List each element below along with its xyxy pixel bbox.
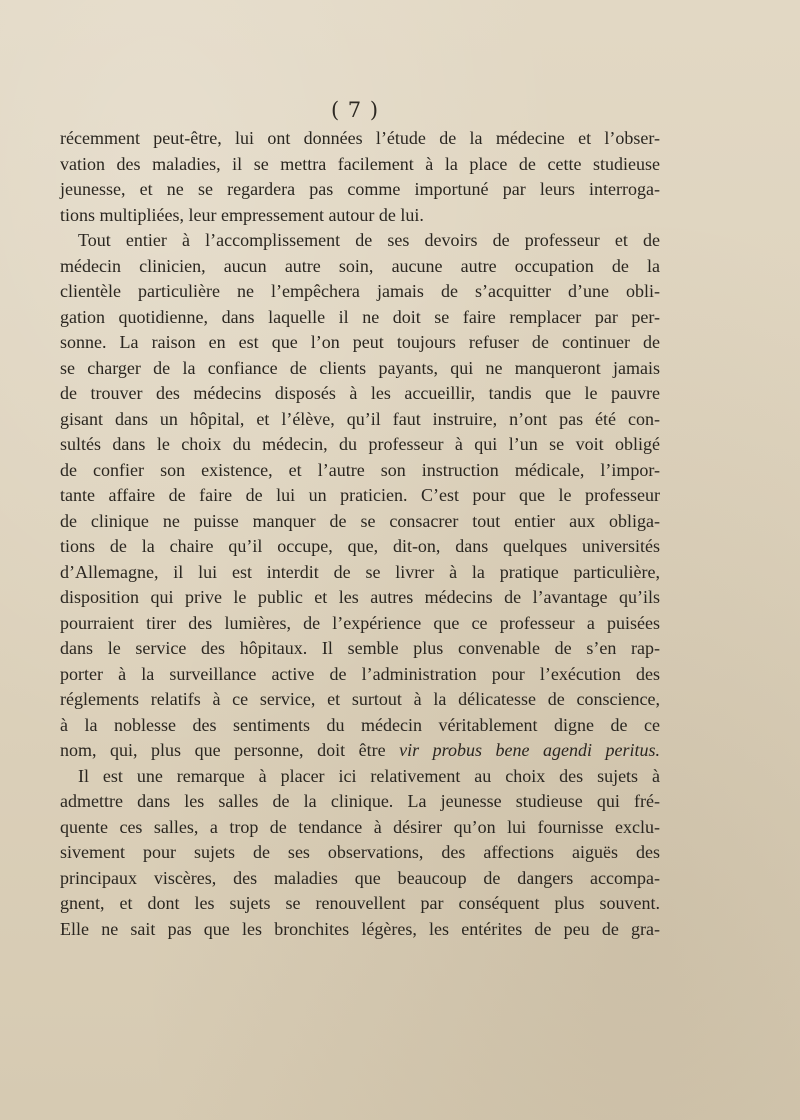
text-line [60, 254, 660, 280]
text-line [60, 126, 660, 152]
text-line [60, 432, 660, 458]
text-line [60, 713, 660, 739]
text-line-content: récemment peut-être, lui ont données l’étude de la médecine et l’obser- [60, 128, 660, 148]
text-line-content: quente ces salles, a trop de tendance à désirer qu’on lui fournisse exclu- [60, 816, 660, 837]
body-text [60, 126, 660, 942]
text-line [60, 585, 660, 611]
text-line-content: dans le service des hôpitaux. Il semble plus convenable de s’en rap- [60, 638, 660, 658]
text-line [60, 687, 660, 713]
text-line-content: clientèle particulière ne l’empêchera jamais de s’acquitter d’une obli- [60, 281, 660, 301]
text-line [60, 407, 660, 433]
text-line-content: tante affaire de faire de lui un praticien. C’est pour que le professeur [60, 485, 660, 505]
text-line-content: gation quotidienne, dans laquelle il ne doit se faire remplacer par per- [60, 306, 660, 327]
text-line-content: sonne. La raison en est que l’on peut toujours refuser de continuer de [60, 332, 660, 352]
text-line [60, 662, 660, 688]
text-line-content: gisant dans un hôpital, et l’élève, qu’il faut instruire, n’ont pas été con- [60, 408, 660, 429]
text-line [60, 509, 660, 535]
text-line-content: tions de la chaire qu’il occupe, que, dit-on, dans quelques universités [60, 536, 660, 556]
text-line [60, 789, 660, 815]
text-line-content: se charger de la confiance de clients payants, qui ne manqueront jamais [60, 357, 660, 378]
text-line [60, 611, 660, 637]
text-line-content: de clinique ne puisse manquer de se consacrer tout entier aux obliga- [60, 510, 660, 531]
text-line [60, 815, 660, 841]
text-line-content: vation des maladies, il se mettra facilement à la place de cette studieuse [60, 153, 660, 174]
text-line [60, 840, 660, 866]
text-line [60, 560, 660, 586]
text-line [60, 917, 660, 943]
text-line-content: pourraient tirer des lumières, de l’expérience que ce professeur a puisées [60, 612, 660, 633]
text-line-content: sultés dans le choix du médecin, du professeur à qui l’un se voit obligé [60, 434, 660, 454]
text-line [60, 177, 660, 203]
text-line [60, 305, 660, 331]
text-line-content: à la noblesse des sentiments du médecin véritablement digne de ce [60, 714, 660, 735]
text-line-content: médecin clinicien, aucun autre soin, aucune autre occupation de la [60, 255, 660, 276]
text-line [60, 458, 660, 484]
text-line-content: Tout entier à l’accomplissement de ses devoirs de professeur et de [78, 230, 660, 250]
text-line-content: admettre dans les salles de la clinique. La jeunesse studieuse qui fré- [60, 791, 660, 811]
text-line [60, 866, 660, 892]
text-line [60, 891, 660, 917]
text-line-content: jeunesse, et ne se regardera pas comme importuné par leurs interroga- [60, 179, 660, 199]
text-line-content: de trouver des médecins disposés à les accueillir, tandis que le pauvre [60, 383, 660, 403]
text-line [60, 330, 660, 356]
text-line [60, 228, 660, 254]
text-line-content: disposition qui prive le public et les autres médecins de l’avantage qu’ils [60, 587, 660, 607]
text-line-content: sivement pour sujets de ses observations, des affections aiguës des [60, 842, 660, 862]
text-line-content: porter à la surveillance active de l’administration pour l’exécution des [60, 663, 660, 684]
text-line-content: gnent, et dont les sujets se renouvellent par conséquent plus souvent. [60, 893, 660, 913]
text-line-content: d’Allemagne, il lui est interdit de se livrer à la pratique particulière, [60, 561, 660, 582]
italic-phrase: vir probus bene agendi peritus. [399, 740, 661, 760]
text-line [60, 152, 660, 178]
text-line-content: réglements relatifs à ce service, et surtout à la délicatesse de conscience, [60, 689, 660, 709]
text-line-content: Il est une remarque à placer ici relativement au choix des sujets à [78, 765, 660, 786]
page-number: ( 7 ) [330, 98, 380, 122]
text-line-content: tions multipliées, leur empressement autour de lui. [60, 204, 424, 225]
text-line [60, 534, 660, 560]
text-line [60, 483, 660, 509]
text-line [60, 356, 660, 382]
text-line [60, 636, 660, 662]
text-line-content: Elle ne sait pas que les bronchites légères, les entérites de peu de gra- [60, 918, 660, 939]
text-line-content: de confier son existence, et l’autre son instruction médicale, l’impor- [60, 459, 660, 480]
text-line-content: nom, qui, plus que personne, doit être [60, 740, 400, 760]
text-line [60, 738, 660, 764]
text-line [60, 279, 660, 305]
text-line [60, 381, 660, 407]
text-line [60, 764, 660, 790]
text-line-content: principaux viscères, des maladies que beaucoup de dangers accompa- [60, 867, 660, 888]
text-line [60, 203, 660, 229]
